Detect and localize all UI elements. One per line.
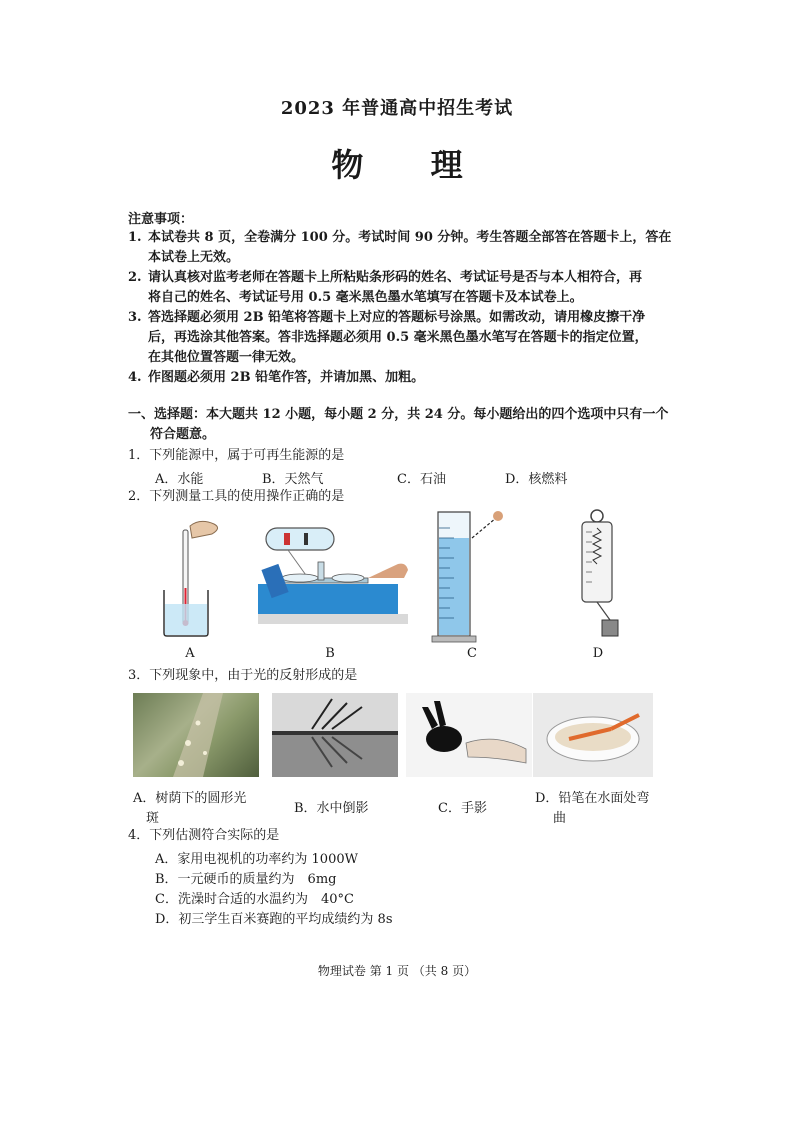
q4-option-a: A．家用电视机的功率约为 1000W	[155, 852, 358, 867]
thermometer-beaker-figure	[150, 518, 230, 638]
q1-option-d: D．核燃料	[505, 472, 568, 487]
section-heading: 一、选择题：本大题共 12 小题，每小题 2 分，共 24 分。每小题给出的四个选项中只有一个 符合题意。	[128, 407, 669, 442]
notice-heading: 注意事项：	[128, 212, 194, 227]
q3-label-d-line1: D．铅笔在水面处弯	[535, 791, 650, 806]
notice-line: 本试卷上无效。	[148, 250, 240, 265]
notice-line: 3. 答选择题必须用 2B 铅笔将答题卡上对应的答题标号涂黑。如需改动，请用橡皮擦干净	[128, 310, 646, 325]
notice-line: 2. 请认真核对监考老师在答题卡上所粘贴条形码的姓名、考试证号是否与本人相符合，再	[128, 270, 643, 285]
q4-option-c: C．洗澡时合适的水温约为 40°C	[155, 892, 354, 907]
question-4-stem: 4．下列估测符合实际的是	[128, 828, 280, 843]
q1-option-c: C．石油	[397, 472, 446, 487]
notice-list	[128, 228, 671, 388]
spring-scale-figure	[570, 508, 640, 644]
q3-label-c: C．手影	[438, 801, 487, 816]
q3-label-a-line1: A．树荫下的圆形光	[133, 791, 247, 806]
q3-label-d-line2: 曲	[553, 811, 567, 826]
page-footer: 物理试卷 第 1 页 （共 8 页）	[317, 964, 477, 978]
q2-label-a: A	[185, 646, 195, 661]
q4-option-d: D．初三学生百米赛跑的平均成绩约为 8s	[155, 912, 393, 927]
notice-line: 1. 本试卷共 8 页，全卷满分 100 分。考试时间 90 分钟。考生答题全部答在答题卡上，答在	[128, 230, 672, 245]
q3-label-b: B．水中倒影	[294, 801, 369, 816]
question-1-stem: 1．下列能源中，属于可再生能源的是	[128, 448, 345, 463]
subject-title: 物 理	[331, 146, 491, 184]
balance-scale-figure	[248, 518, 408, 626]
graduated-cylinder-figure	[430, 508, 510, 644]
question-3-stem: 3．下列现象中，由于光的反射形成的是	[128, 668, 358, 683]
notice-line: 后，再选涂其他答案。答非选择题必须用 0.5 毫米黑色墨水笔写在答题卡的指定位置，	[148, 330, 648, 345]
hand-shadow-photo	[406, 693, 532, 777]
q2-label-b: B	[325, 646, 335, 661]
q3-label-a-line2: 斑	[146, 811, 160, 826]
q1-option-a: A．水能	[155, 472, 204, 487]
q2-label-d: D	[592, 646, 604, 661]
notice-line: 将自己的姓名、考试证号用 0.5 毫米黑色墨水笔填写在答题卡及本试卷上。	[148, 290, 583, 305]
water-reflection-photo	[272, 693, 398, 777]
exam-title: 2023 年普通高中招生考试	[280, 98, 514, 119]
notice-line: 4. 作图题必须用 2B 铅笔作答，并请加黑、加粗。	[128, 370, 425, 385]
tree-shade-light-spots-photo	[133, 693, 259, 777]
q1-option-b: B．天然气	[262, 472, 324, 487]
question-2-stem: 2．下列测量工具的使用操作正确的是	[128, 489, 345, 504]
q2-label-c: C	[467, 646, 477, 661]
pencil-in-water-photo	[533, 693, 653, 777]
notice-line: 在其他位置答题一律无效。	[148, 350, 305, 365]
q4-option-b: B．一元硬币的质量约为 6mg	[155, 872, 337, 887]
